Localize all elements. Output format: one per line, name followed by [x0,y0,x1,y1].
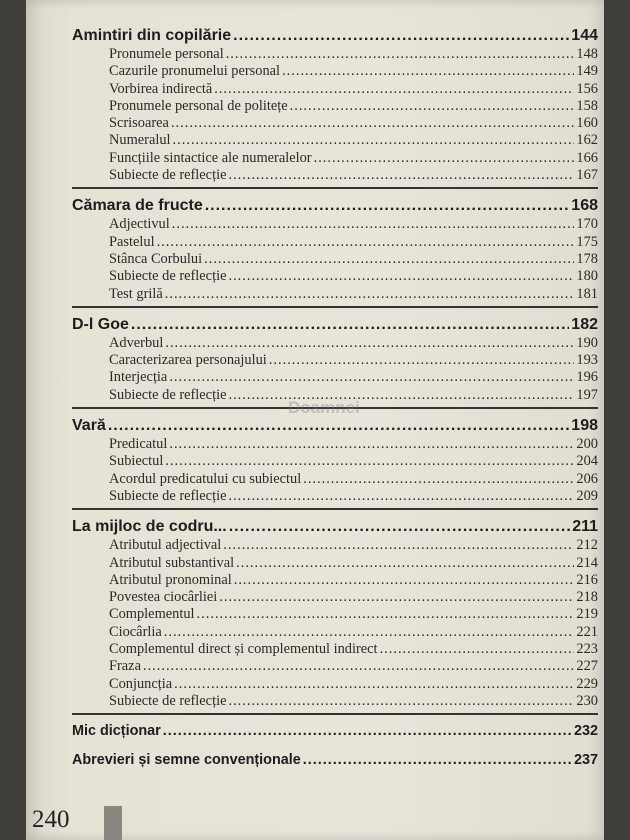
toc-entry-label: Caracterizarea personajului [109,352,267,369]
toc-entry-page: 230 [576,692,598,709]
dot-leader [214,81,574,98]
dot-leader [143,658,574,675]
toc-entry-label: Pronumele personal de politețe [109,97,288,114]
toc-entry-label: Atributul pronominal [109,571,232,588]
dot-leader [303,751,572,770]
section-heading-page: 144 [571,27,598,44]
dot-leader [197,606,575,623]
dot-leader [131,315,569,335]
toc-entry-page: 162 [576,132,598,149]
dot-leader [169,436,574,453]
toc-entry [72,436,598,453]
appendix-entry-label: Abrevieri și semne convenționale [72,752,301,769]
toc-entry [72,606,598,623]
appendix-entry [72,751,598,770]
toc-entry [72,624,598,641]
dot-leader [174,676,574,693]
dot-leader [165,286,575,303]
section-heading [72,416,598,436]
toc-entry [72,658,598,675]
dot-leader [226,46,575,63]
toc-entry-label: Subiecte de reflecție [109,167,227,184]
dot-leader [290,98,575,115]
dot-leader [228,387,574,404]
toc-entry-label: Povestea ciocârliei [109,589,218,606]
toc-entry-label: Vorbirea indirectă [109,80,213,97]
section-heading [72,26,598,46]
toc-entry-label: Complementul [109,606,195,623]
toc-entry-label: Subiecte de reflecție [109,692,227,709]
toc-entry-page: 221 [576,623,598,640]
toc-entry [72,81,598,98]
toc-entry-label: Predicatul [109,436,168,453]
toc-entry [72,167,598,184]
toc-entry-page: 167 [576,167,598,184]
toc-entry-page: 227 [576,658,598,675]
toc-entry-page: 175 [576,233,598,250]
section-heading [72,517,598,537]
dot-leader [165,453,574,470]
toc-entry-page: 166 [576,149,598,166]
toc-entry [72,98,598,115]
toc-entry-label: Adverbul [109,334,164,351]
toc-entry-label: Pronumele personal [109,46,224,62]
toc-entry-label: Subiecte de reflecție [109,487,227,504]
toc-entry-label: Stânca Corbului [109,250,203,267]
toc-entry-page: 214 [576,554,598,571]
section-heading [72,196,598,216]
dot-leader [303,471,574,488]
toc-entry [72,589,598,606]
appendix-entry-label: Mic dicționar [72,723,161,740]
toc-entry-label: Funcțiile sintactice ale numeralelor [109,149,312,166]
toc-entry-label: Cazurile pronumelui personal [109,63,281,80]
toc-entry-label: Test grilă [109,285,163,302]
dot-leader [163,722,572,741]
toc-entry [72,63,598,80]
dot-leader [236,555,574,572]
toc-entry [72,453,598,470]
toc-entry-label: Acordul predicatului cu subiectul [109,470,302,487]
toc-entry [72,132,598,149]
dot-leader [205,196,570,216]
dot-leader [223,537,574,554]
book-page [26,0,604,840]
toc-entry-page: 206 [576,470,598,487]
toc-entry-page: 193 [576,352,598,369]
toc-entry [72,352,598,369]
toc-entry-page: 190 [576,334,598,351]
toc-entry-page: 216 [576,571,598,588]
toc-entry-label: Interjecția [109,369,168,386]
page-number: 240 [32,806,70,833]
toc-entry-page: 204 [576,453,598,470]
section-heading-label: Amintiri din copilărie [72,27,232,44]
dot-leader [229,517,570,537]
dot-leader [269,352,575,369]
toc-entry-page: 148 [576,46,598,62]
dot-leader [165,335,574,352]
toc-entry-page: 170 [576,216,598,233]
dot-leader [171,115,574,132]
dot-leader [228,268,574,285]
toc-entry [72,115,598,132]
section-heading-label: Cămara de fructe [72,197,203,215]
toc-entry [72,572,598,589]
toc-entry-page: 158 [576,97,598,114]
toc-entry [72,251,598,268]
toc-entry-label: Subiecte de reflecție [109,386,227,403]
toc-entry-page: 229 [576,675,598,692]
section-heading-page: 168 [571,197,598,215]
toc-entry [72,268,598,285]
section-heading [72,315,598,335]
appendix-entry-page: 237 [573,752,598,769]
toc-entry [72,641,598,658]
section-heading-page: 182 [571,315,598,333]
toc-entry [72,537,598,554]
toc-entry-label: Scrisoarea [109,115,169,132]
toc-section [72,26,598,189]
toc-entry-label: Fraza [109,658,141,675]
toc-entry-label: Adjectivul [109,216,170,233]
dot-leader [314,150,575,167]
toc-section [72,517,598,715]
toc-entry-page: 223 [576,641,598,658]
toc-entry [72,150,598,167]
toc-entry-page: 156 [576,80,598,97]
dot-leader [228,693,574,710]
page-edge-bar [104,806,122,840]
toc-entry-label: Subiecte de reflecție [109,268,227,285]
toc-section [72,416,598,510]
toc-entry-page: 196 [576,369,598,386]
toc-entry-label: Subiectul [109,453,164,470]
toc-entry [72,234,598,251]
toc-entry-label: Ciocârlia [109,623,162,640]
toc-entry-page: 160 [576,115,598,132]
toc-entry-page: 197 [576,386,598,403]
dot-leader [219,589,574,606]
toc-entry-label: Complementul direct și complementul indirect [109,641,378,658]
dot-leader [173,132,575,149]
toc-entry [72,693,598,710]
appendix-entry-page: 232 [573,723,598,740]
dot-leader [108,416,569,436]
section-heading-label: Vară [72,417,106,435]
toc-entry [72,471,598,488]
section-heading-page: 211 [572,518,598,536]
toc-entry-page: 209 [576,487,598,504]
toc-entry [72,369,598,386]
section-heading-label: La mijloc de codru... [72,518,227,536]
toc-entry-label: Pastelul [109,233,155,250]
dot-leader [169,369,574,386]
toc-entry [72,555,598,572]
toc-entry [72,216,598,233]
toc-entry [72,335,598,352]
toc-entry-page: 178 [576,250,598,267]
appendix-entry [72,722,598,741]
toc-section [72,315,598,409]
dot-leader [380,641,575,658]
dot-leader [234,572,575,589]
toc-entry-page: 219 [576,606,598,623]
section-heading-page: 198 [571,417,598,435]
dot-leader [172,216,575,233]
dot-leader [204,251,574,268]
toc-entry-page: 200 [576,436,598,453]
toc-entry [72,46,598,63]
dot-leader [282,63,574,80]
toc-entry [72,488,598,505]
dot-leader [228,167,574,184]
toc-entry-page: 218 [576,589,598,606]
dot-leader [157,234,575,251]
toc-entry-label: Atributul substantival [109,554,235,571]
toc-entry [72,286,598,303]
toc-section [72,196,598,307]
dot-leader [228,488,574,505]
toc-entry [72,676,598,693]
toc-entry-label: Conjuncția [109,675,173,692]
toc-entry-page: 149 [576,63,598,80]
toc-entry-page: 180 [576,268,598,285]
section-heading-label: D-l Goe [72,315,129,333]
watermark-stamp: Doamnei [288,398,360,417]
toc-entry-label: Numeralul [109,132,171,149]
dot-leader [164,624,575,641]
toc-entry-page: 181 [576,285,598,302]
toc-entry-label: Atributul adjectival [109,537,222,554]
toc-entry-page: 212 [576,537,598,554]
dot-leader [233,26,569,46]
